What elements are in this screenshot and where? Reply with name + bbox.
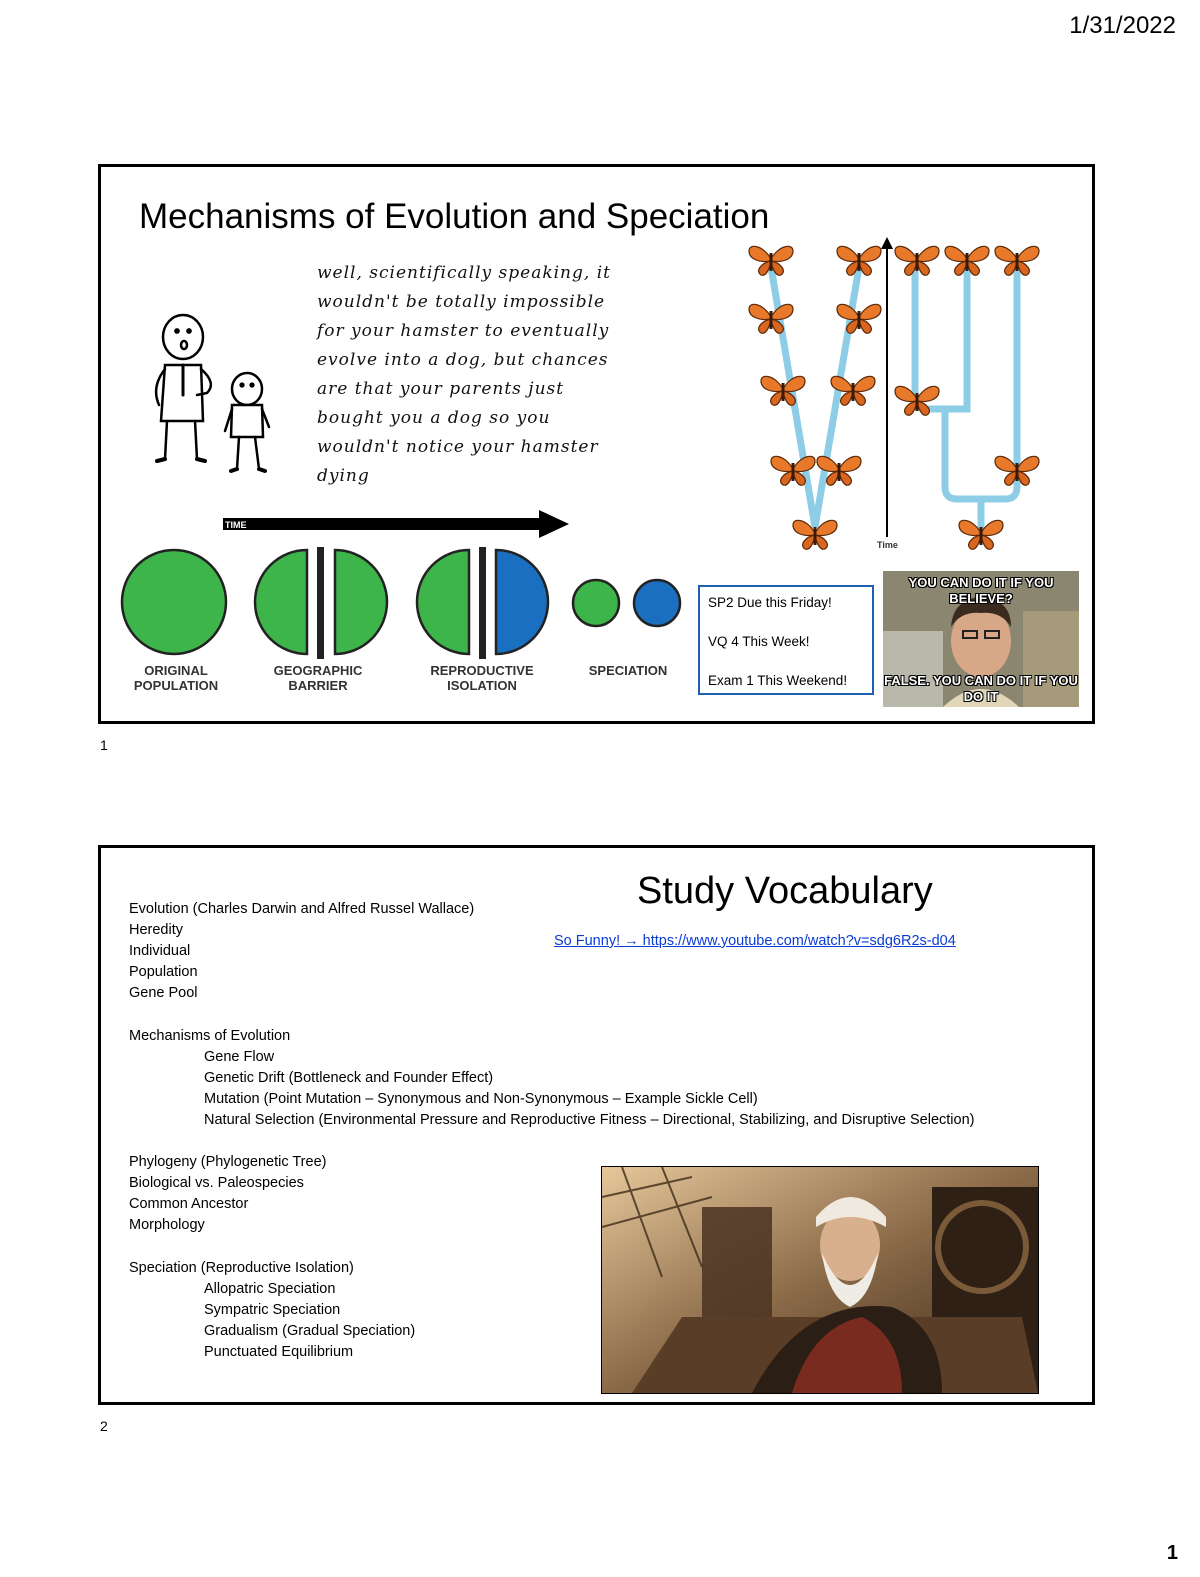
butterfly [995,246,1039,275]
geographic-barrier-line [317,547,324,659]
vocab-item: Common Ancestor [129,1196,249,1213]
vocab-item: Mutation (Point Mutation – Synonymous and Non-Synonymous – Example Sickle Cell) [204,1090,758,1107]
butterfly [895,246,939,275]
document-date: 1/31/2022 [1069,12,1176,39]
vocab-item: Gene Flow [204,1048,275,1065]
butterfly [945,246,989,275]
reproductive-barrier-line [479,547,486,659]
time-arrow [223,510,573,538]
speciation-diagram [119,547,689,659]
vocab-spacer [129,1004,974,1025]
vocab-item: Evolution (Charles Darwin and Alfred Russel Wallace) [129,901,475,917]
video-link[interactable]: So Funny! → https://www.youtube.com/watch?v=sdg6R2s-d04 [554,933,956,949]
vocab-item: Sympatric Speciation [204,1301,341,1318]
comic-figures-illustration [137,309,277,479]
time-arrow-label: TIME [225,520,247,530]
note-item: SP2 Due this Friday! [708,595,832,610]
slide-title: Mechanisms of Evolution and Speciation [139,197,770,236]
page-number: 1 [1166,1542,1178,1564]
label-reproductive-isolation: REPRODUCTIVE ISOLATION [430,663,534,693]
label-geographic-barrier: GEOGRAPHIC BARRIER [273,663,363,693]
speciation-blue-circle [634,580,680,626]
note-item: VQ 4 This Week! [708,634,810,649]
vocab-item: Natural Selection (Environmental Pressure and Reproductive Fitness – Directional, Stabilizing, and Disruptive Selection) [204,1111,975,1128]
vocab-heading: Mechanisms of Evolution [129,1027,291,1044]
meme-top-caption: YOU CAN DO IT IF YOU BELIEVE? [908,575,1054,606]
geographic-barrier-left-half [255,550,307,654]
note-item: Exam 1 This Weekend! [708,673,848,688]
darwin-photo-illustration [602,1167,1038,1393]
slide-1 [98,164,1095,724]
slide-title: Study Vocabulary [637,870,933,912]
vocab-item: Phylogeny (Phylogenetic Tree) [129,1154,327,1171]
vocab-spacer [129,1131,974,1152]
butterfly [749,246,793,275]
vocab-heading: Speciation (Reproductive Isolation) [129,1259,354,1276]
meme-image [883,571,1079,707]
original-population-circle [122,550,226,654]
slide-2 [98,845,1095,1405]
reproductive-isolation-left-half [417,550,469,654]
comic-handwritten-text: well, scientifically speaking, it wouldn't be totally impossible for your hamster to eventually evolve into a dog, but chances are that your parents just bought you a dog so you wouldn't notice your hamster dying [317,263,611,486]
label-original-population: ORIGINAL POPULATION [133,663,219,693]
slide-number: 1 [100,737,108,753]
vocab-item: Heredity [129,922,183,939]
vocab-item: Individual [129,943,191,960]
announcements-box [698,585,874,695]
butterfly [837,304,881,333]
speciation-green-circle [573,580,619,626]
vocab-item: Gradualism (Gradual Speciation) [204,1322,416,1339]
phylogenetic-tree-illustration [735,237,1055,557]
tree-time-label: Time [877,540,898,550]
label-speciation: SPECIATION [588,663,668,678]
vocab-item: Allopatric Speciation [204,1280,336,1297]
vocab-item: Biological vs. Paleospecies [129,1175,304,1192]
vocab-item: Gene Pool [129,985,198,1002]
vocab-item: Genetic Drift (Bottleneck and Founder Effect) [204,1069,494,1086]
darwin-photo [601,1166,1039,1394]
butterfly [749,304,793,333]
vocab-item: Punctuated Equilibrium [204,1343,354,1360]
geographic-barrier-right-half [335,550,387,654]
tree-time-axis-arrowhead [881,237,893,249]
butterfly [837,246,881,275]
butterfly [761,376,805,405]
slide-number: 2 [100,1418,108,1434]
vocab-item: Population [129,964,198,981]
reproductive-isolation-right-half [496,550,548,654]
meme-bottom-caption: FALSE. YOU CAN DO IT IF YOU DO IT [884,673,1078,704]
vocab-item: Morphology [129,1217,205,1234]
